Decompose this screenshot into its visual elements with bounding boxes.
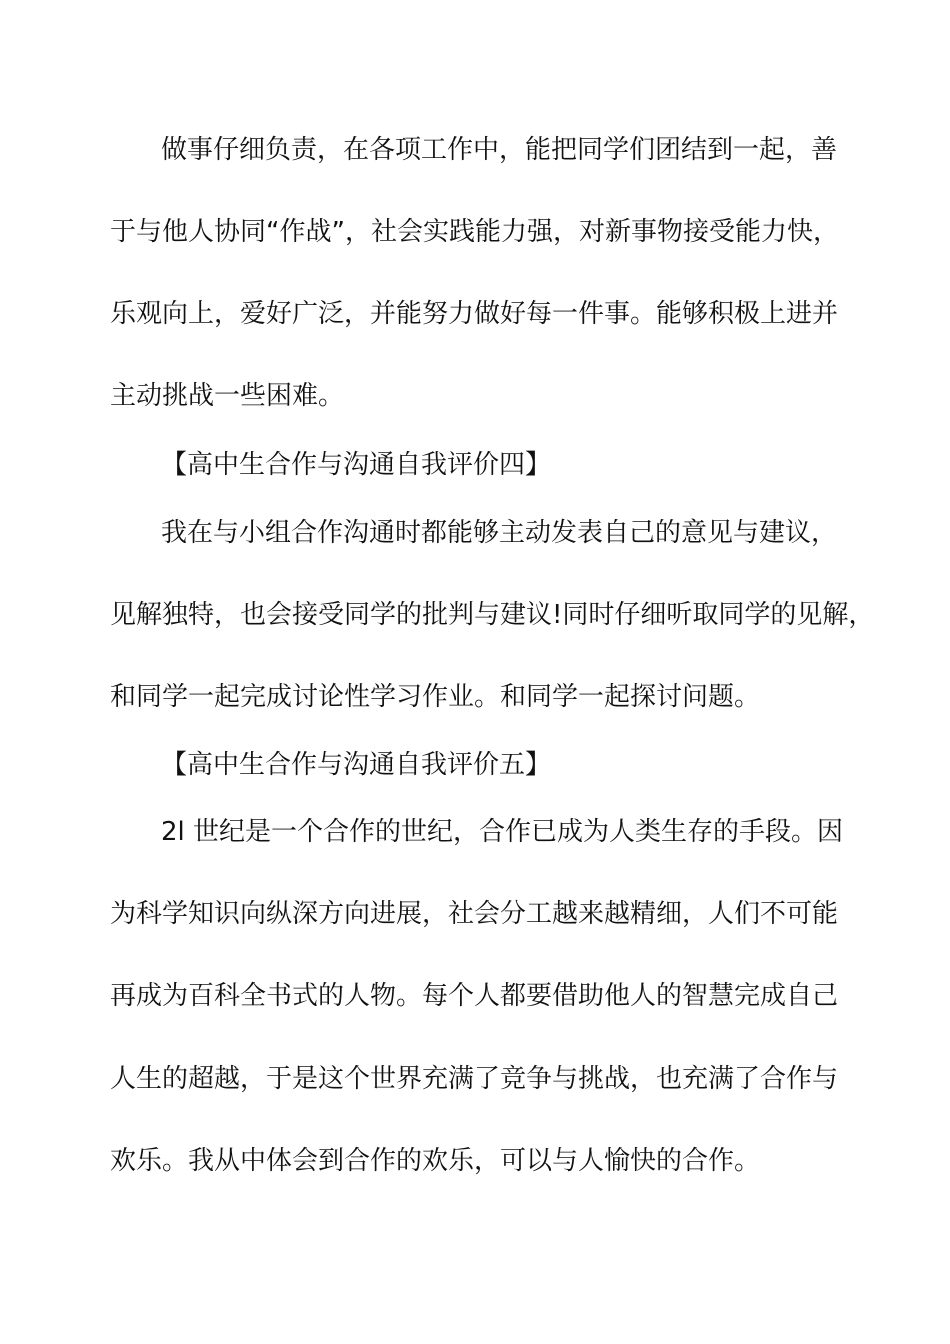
section-heading: 【高中生合作与沟通自我评价四】 bbox=[161, 450, 552, 480]
paragraph-line: 见解独特，也会接受同学的批判与建议!同时仔细听取同学的见解， bbox=[110, 600, 875, 630]
paragraph-line: 我在与小组合作沟通时都能够主动发表自己的意见与建议， bbox=[161, 518, 838, 548]
paragraph-line: 乐观向上，爱好广泛，并能努力做好每一件事。能够积极上进并 bbox=[110, 299, 839, 329]
paragraph-line: 和同学一起完成讨论性学习作业。和同学一起探讨问题。 bbox=[110, 682, 761, 712]
paragraph-line: 于与他人协同“作战”，社会实践能力强，对新事物接受能力快， bbox=[110, 217, 839, 247]
section-heading: 【高中生合作与沟通自我评价五】 bbox=[161, 750, 552, 780]
paragraph-line: 为科学知识向纵深方向进展，社会分工越来越精细，人们不可能 bbox=[110, 899, 839, 929]
paragraph-line: 再成为百科全书式的人物。每个人都要借助他人的智慧完成自己 bbox=[110, 981, 839, 1011]
paragraph-line: 欢乐。我从中体会到合作的欢乐，可以与人愉快的合作。 bbox=[110, 1146, 761, 1176]
paragraph-line: 2l 世纪是一个合作的世纪，合作已成为人类生存的手段。因 bbox=[161, 817, 844, 847]
paragraph-line: 人生的超越，于是这个世界充满了竞争与挑战，也充满了合作与 bbox=[110, 1064, 839, 1094]
paragraph-line: 主动挑战一些困难。 bbox=[110, 381, 345, 411]
paragraph-line: 做事仔细负责，在各项工作中，能把同学们团结到一起，善 bbox=[161, 135, 838, 165]
